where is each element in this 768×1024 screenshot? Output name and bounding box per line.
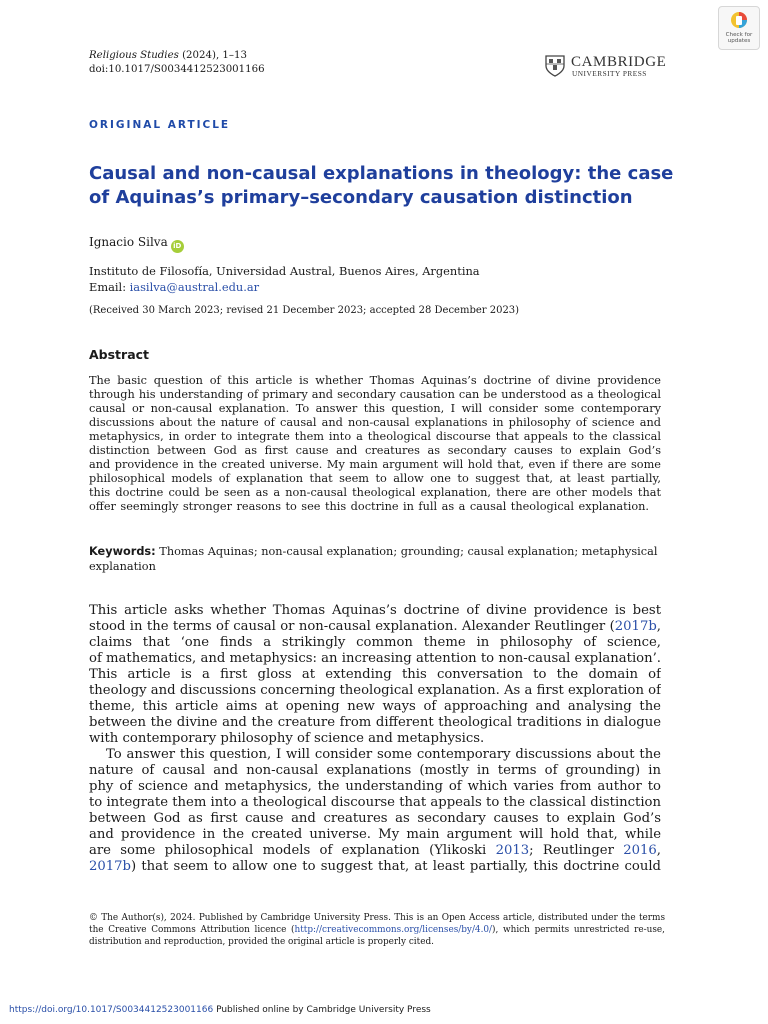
author-affiliation-block <box>89 263 480 295</box>
citation-link[interactable]: 2013 <box>495 843 530 858</box>
keywords-line-2: explanation <box>89 560 156 573</box>
author-line <box>89 235 184 253</box>
publisher-name: CAMBRIDGE <box>571 54 667 70</box>
body-line: theology and discussions concerning theological explanation. As a first exploration of <box>89 683 661 698</box>
crest-icon <box>545 55 565 77</box>
email-line <box>89 279 480 295</box>
abstract-line: through his understanding of primary and secondary causation can be understood as a theological <box>89 388 661 401</box>
body-line: nature of causal and non-causal explanations (mostly in terms of grounding) in <box>89 763 661 778</box>
citation-link[interactable]: 2017b <box>614 619 657 634</box>
author-name[interactable]: Ignacio Silva <box>89 235 168 249</box>
body-line: stood in the terms of causal or non-causal explanation. Alexander Reutlinger (2017b, <box>89 619 661 634</box>
license-link[interactable]: http://creativecommons.org/licenses/by/4.0/ <box>294 925 493 935</box>
journal-citation <box>89 49 247 63</box>
check-updates-icon <box>730 11 748 29</box>
email-link[interactable]: iasilva@austral.edu.ar <box>129 280 260 294</box>
article-title <box>89 162 689 210</box>
article-type-label: ORIGINAL ARTICLE <box>89 119 231 131</box>
abstract-line: metaphysics, in order to integrate them into a theological discourse that appeals to the classical <box>89 430 661 443</box>
body-line: theme, this article aims at opening new ways of approaching and analysing the <box>89 699 661 714</box>
badge-label-2: updates <box>727 38 751 44</box>
doi-link[interactable]: https://doi.org/10.1017/S0034412523001166 <box>9 1005 214 1015</box>
abstract-line: this doctrine could be seen as a non-causal theological explanation, there are other models that <box>89 486 661 499</box>
body-line: claims that ‘one finds a strikingly common theme in philosophy of science, <box>89 635 661 650</box>
title-line: Causal and non-causal explanations in theology: the case <box>89 163 674 184</box>
orcid-icon[interactable]: iD <box>171 240 184 253</box>
body-line: and providence in the created universe. My main argument will hold that, while <box>89 827 661 842</box>
body-line: This article asks whether Thomas Aquinas’s doctrine of divine providence is best <box>89 603 661 618</box>
body-line: To answer this question, I will consider some contemporary discussions about the <box>106 747 661 762</box>
received-dates: (Received 30 March 2023; revised 21 December 2023; accepted 28 December 2023) <box>89 305 520 316</box>
citation-link[interactable]: 2017b <box>89 859 132 874</box>
check-for-updates-badge[interactable] <box>718 6 760 50</box>
body-line: between God as first cause and creatures as secondary causes to explain God’s <box>89 811 661 826</box>
abstract-line: The basic question of this article is whether Thomas Aquinas’s doctrine of divine providence <box>89 374 661 387</box>
abstract-line: causal or non-causal explanation. To answer this question, I will consider some contemporary <box>89 402 661 415</box>
body-line: with contemporary philosophy of science and metaphysics. <box>89 731 485 746</box>
abstract-line: and providence in the created universe. My main argument will hold that, even if there are some <box>89 458 661 471</box>
article-doi: doi:10.1017/S0034412523001166 <box>89 64 265 75</box>
journal-volume: (2024), 1–13 <box>178 50 247 61</box>
journal-name: Religious Studies <box>89 50 179 61</box>
affiliation: Instituto de Filosofía, Universidad Austral, Buenos Aires, Argentina <box>89 264 480 278</box>
license-line: distribution and reproduction, provided the original article is properly cited. <box>89 937 434 947</box>
citation-link[interactable]: 2016 <box>623 843 657 858</box>
body-line: This article is a first gloss at extending this conversation to the domain of <box>89 667 661 682</box>
page-footer <box>9 1005 431 1015</box>
badge-label: Check for <box>725 32 753 38</box>
abstract-line: philosophical models of explanation that seem to allow one to suggest that, at least partially, <box>89 472 661 485</box>
abstract-heading: Abstract <box>89 347 150 362</box>
footer-text: Published online by Cambridge University Press <box>213 1005 431 1015</box>
keywords-line <box>89 545 657 559</box>
abstract-line: offer seemingly stronger reasons to see this doctrine in full as a causal theological explanation. <box>89 500 649 513</box>
body-line: phy of science and metaphysics, the understanding of which varies from author to <box>89 779 661 794</box>
keywords-label: Keywords: <box>89 545 156 558</box>
abstract-line: discussions about the nature of causal and non-causal explanations in philosophy of science and <box>89 416 661 429</box>
body-line: of mathematics, and metaphysics: an increasing attention to non-causal explanation’. <box>89 651 661 666</box>
cambridge-logo <box>545 54 665 78</box>
body-line: 2017b) that seem to allow one to suggest that, at least partially, this doctrine could <box>89 859 661 874</box>
license-line: the Creative Commons Attribution licence (http://creativecommons.org/licenses/by/4.0/), which permits unrestricted re-use, <box>89 925 665 935</box>
body-line: to integrate them into a theological discourse that appeals to the classical distinction <box>89 795 661 810</box>
license-line: © The Author(s), 2024. Published by Cambridge University Press. This is an Open Access article, distributed under the terms <box>89 913 665 923</box>
body-line: are some philosophical models of explanation (Ylikoski 2013; Reutlinger 2016, <box>89 843 661 858</box>
title-line: of Aquinas’s primary–secondary causation distinction <box>89 187 633 208</box>
email-label: Email: <box>89 280 130 294</box>
abstract-line: distinction between God as first cause and creatures as secondary causes to explain God’s <box>89 444 661 457</box>
keywords-text: Thomas Aquinas; non-causal explanation; grounding; causal explanation; metaphysical <box>155 545 658 558</box>
publisher-subname: UNIVERSITY PRESS <box>572 69 647 78</box>
body-line: between the divine and the creature from different theological traditions in dialogue <box>89 715 661 730</box>
